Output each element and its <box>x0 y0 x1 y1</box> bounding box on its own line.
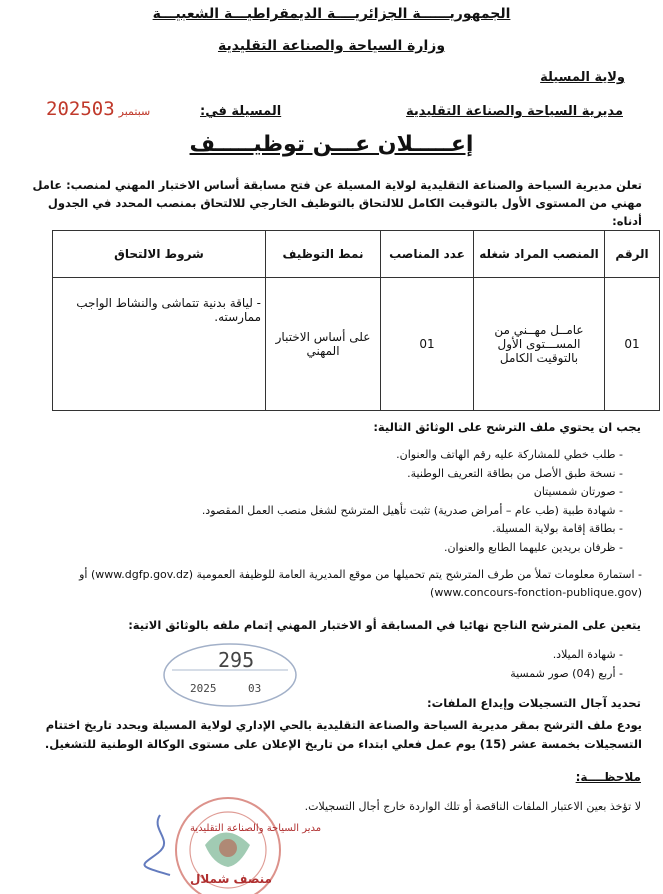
list-item: - طلب خطي للمشاركة عليه رقم الهاتف والعنوان. <box>202 446 623 465</box>
deadline-text: يودع ملف الترشح بمقر مديرية السياحة والصناعة التقليدية بالحي الإداري لولاية المسيلة ويحدد تاريخ اختتام التسجيلات بخمسة عشر (15) يوم عمل فعلي ابتداء من تاريخ الإعلان على مستوى الوكالة الوطنية للتشغيل. <box>44 718 642 751</box>
list-item: - شهادة الميلاد. <box>510 646 623 665</box>
note-title: ملاحظــــة: <box>575 770 641 784</box>
intro-paragraph: تعلن مديرية السياحة والصناعة التقليدية لولاية المسيلة عن فتح مسابقة أساس الاختبار المهني لمنصب: عامل مهني من المستوى الأول بالتوقيت الكامل للالتحاق بالتوظيف الخارجي للالتحاق بمنصب المحدد في الجدول أدناه: <box>32 178 642 228</box>
successful-list <box>510 646 623 683</box>
list-item: - صورتان شمسيتان <box>202 483 623 502</box>
page-title: إعـــــلان عـــن توظيـــــف <box>189 132 474 157</box>
date-stamp-year: 2025 <box>46 98 92 120</box>
form-note: - استمارة معلومات تملأ من طرف المترشح يتم تحميلها من موقع المديرية العامة للوظيفة العمومية (www.dgfp.gov.dz) أو (www.concours-fonction-publique.gov) <box>79 568 642 599</box>
received-stamp-number: 295 <box>218 648 255 672</box>
deadline-title: تحديد آجال التسجيلات وإيداع الملفات: <box>427 696 641 710</box>
documents-title: يجب ان يحتوي ملف الترشح على الوثائق التالية: <box>373 420 641 434</box>
col-header-count: عدد المناصب <box>381 231 474 278</box>
signature-stamp <box>40 805 322 890</box>
list-item: - ظرفان بريدين عليهما الطابع والعنوان. <box>202 539 623 558</box>
cell-count: 01 <box>381 278 474 411</box>
table-header-row <box>53 231 660 278</box>
place-label: المسيلة في: <box>200 104 282 119</box>
republic-header: الجمهوريــــــة الجزائريــــة الديمقراطيـــة الشعبيـــة <box>152 6 511 22</box>
documents-list <box>202 446 623 557</box>
ministry-header: وزارة السياحة والصناعة التقليدية <box>217 38 446 54</box>
col-header-conditions: شروط الالتحاق <box>53 231 266 278</box>
note-text: لا تؤخذ بعين الاعتبار الملفات الناقصة أو تلك الواردة خارج أجال التسجيلات. <box>304 800 641 813</box>
wilaya-label: ولاية المسيلة <box>540 70 625 85</box>
table-row <box>53 278 660 411</box>
received-stamp-year: 2025 <box>190 682 217 695</box>
positions-table <box>52 230 660 411</box>
received-stamp-day: 03 <box>248 682 262 695</box>
date-stamp-day: 03 <box>91 98 115 120</box>
cell-number: 01 <box>605 278 660 411</box>
signature-line2: منصف شملال <box>190 872 272 886</box>
cell-conditions: - لياقة بدنية تتماشى والنشاط الواجب ممارسته. <box>53 278 266 411</box>
date-stamp <box>46 98 154 120</box>
col-header-mode: نمط التوظيف <box>266 231 381 278</box>
list-item: - بطاقة إقامة بولاية المسيلة. <box>202 520 623 539</box>
directorate-label: مديرية السياحة والصناعة التقليدية <box>406 104 623 119</box>
date-stamp-month: سبتمبر <box>118 105 151 118</box>
successful-title: يتعين على المترشح الناجح نهائيا في المسابقة أو الاختبار المهني إتمام ملفه بالوثائق الاتية: <box>128 618 641 632</box>
list-item: - شهادة طبية (طب عام – أمراض صدرية) تثبت تأهيل المترشح لشغل منصب العمل المقصود. <box>202 502 623 521</box>
cell-mode: على أساس الاختبار المهني <box>266 278 381 411</box>
col-header-position: المنصب المراد شغله <box>474 231 605 278</box>
list-item: - نسخة طبق الأصل من بطاقة التعريف الوطنية. <box>202 465 623 484</box>
list-item: - أربع (04) صور شمسية <box>510 665 623 684</box>
signature-line1: مدير السياحة والصناعة التقليدية <box>190 823 322 834</box>
col-header-number: الرقم <box>605 231 660 278</box>
received-stamp <box>160 640 300 710</box>
cell-position: عامــل مهــني من المســـتوى الأول بالتوقيت الكامل <box>474 278 605 411</box>
